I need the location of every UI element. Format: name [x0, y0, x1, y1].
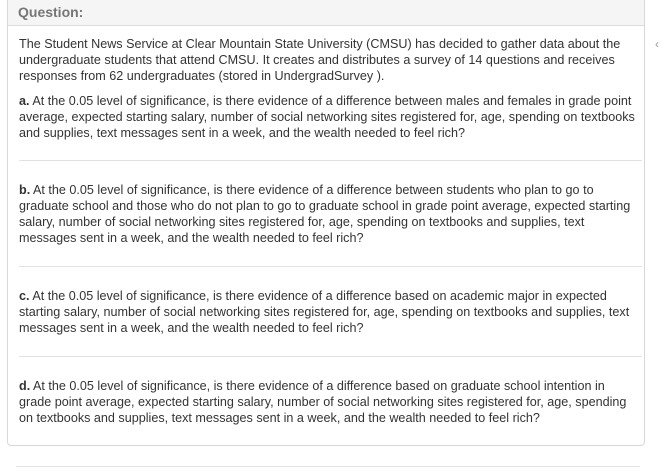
collapse-chevron-icon[interactable]: ‹: [655, 37, 659, 51]
part-a-label: a.: [19, 94, 30, 108]
bottom-divider: [16, 466, 640, 467]
question-card: [7, 0, 645, 446]
part-c-text: At the 0.05 level of significance, is there evidence of a difference based on academic major in expected starting salary, number of social networking sites registered for, age, spending on textbooks and supplies, text messages sent in a week, and the wealth needed to feel rich?: [19, 289, 630, 335]
question-part-c: [19, 288, 639, 336]
part-c-label: c.: [19, 289, 30, 303]
part-b-text: At the 0.05 level of significance, is there evidence of a difference between students who plan to go to graduate school and those who do not plan to go to graduate school in grade point average, expected starting salary, number of social networking sites registered for, age, spending on textbooks and supplies, text messages sent in a week, and the wealth needed to feel rich?: [19, 183, 631, 245]
divider: [19, 160, 642, 161]
question-part-b: [19, 182, 639, 246]
question-part-d: [19, 378, 639, 426]
question-card-header: [8, 0, 644, 26]
question-intro: The Student News Service at Clear Mountain State University (CMSU) has decided to gather data about the undergraduate students that attend CMSU. It creates and distributes a survey of 14 questions and receives responses from 62 undergraduates (stored in UndergradSurvey ).: [19, 37, 621, 83]
divider: [19, 266, 642, 267]
question-part-a: [19, 93, 639, 141]
question-heading: Question:: [18, 4, 84, 20]
part-a-text: At the 0.05 level of significance, is there evidence of a difference between males and females in grade point average, expected starting salary, number of social networking sites registered for, age, spending on textbooks and supplies, text messages sent in a week, and the wealth needed to feel rich?: [19, 94, 635, 140]
divider: [19, 356, 642, 357]
part-d-text: At the 0.05 level of significance, is there evidence of a difference based on graduate school intention in grade point average, expected starting salary, number of social networking sites registered for, age, spending on textbooks and supplies, text messages sent in a week, and the wealth needed to feel rich?: [19, 379, 627, 425]
part-b-label: b.: [19, 183, 31, 197]
part-d-label: d.: [19, 379, 31, 393]
